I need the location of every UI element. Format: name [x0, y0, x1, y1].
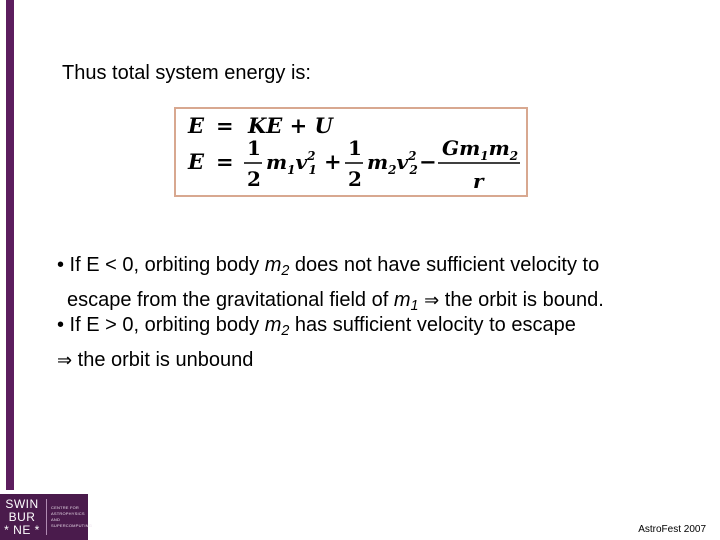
- fraction-half-1: [244, 136, 262, 191]
- slide-left-accent-bar: [6, 0, 14, 490]
- eq1-lhs: E: [188, 113, 205, 138]
- plus-sign: +: [324, 149, 342, 174]
- logo-wordmark: SWIN BUR * NE *: [4, 496, 40, 537]
- swinburne-logo: [0, 494, 93, 540]
- minus-sign: −: [419, 149, 437, 174]
- equation-svg: [176, 109, 530, 199]
- bullet1-m2: $m_2$: [264, 254, 290, 280]
- svg-text:1: 1: [247, 136, 261, 160]
- eq2-lhs: E: [188, 149, 205, 174]
- implies-symbol: ⇒: [57, 350, 73, 372]
- bullet2-text-c: the orbit is unbound: [72, 349, 254, 372]
- eq1-equals: =: [216, 113, 234, 138]
- svg-text:2: 2: [247, 167, 261, 191]
- term-m2v2sq: $m_2v^2$ 2: [367, 149, 418, 177]
- svg-text:r: r: [473, 169, 484, 193]
- svg-text:Gm1m2: $Gm_1m_2$: [442, 136, 519, 163]
- logo-divider: [46, 499, 47, 535]
- term-m1v1sq: $m_1v^2$ 1: [266, 149, 317, 177]
- fraction-gm1m2-over-r: [438, 136, 520, 193]
- bullet1-m1: $m_1$: [393, 289, 419, 315]
- bullet1-text-a: • If E < 0, orbiting body: [57, 254, 265, 276]
- bullet1-text-b: does not have sufficient velocity to: [289, 254, 600, 276]
- svg-text:2: 2: [348, 167, 362, 191]
- bullet1-text-d: the orbit is bound.: [439, 289, 604, 312]
- slide-heading: Thus total system energy is:: [62, 62, 311, 84]
- bullet2-text-a: • If E > 0, orbiting body: [57, 314, 265, 336]
- bullet2-m2: $m_2$: [264, 314, 290, 340]
- eq2-equals: =: [216, 149, 234, 174]
- implies-symbol: ⇒: [424, 290, 440, 312]
- eq1-rhs: KE + U: [248, 113, 333, 138]
- svg-text:1: 1: [348, 136, 362, 160]
- footer-credit: AstroFest 2007: [638, 524, 706, 535]
- equation-box: [174, 107, 528, 197]
- bullet-unbound: [57, 311, 697, 375]
- bullet1-text-c: escape from the gravitational field of: [67, 289, 394, 312]
- fraction-half-2: [345, 136, 363, 191]
- logo-subtitle: CENTRE FOR ASTROPHYSICS AND SUPERCOMPUTING: [51, 505, 93, 528]
- bullet2-text-b: has sufficient velocity to escape: [289, 314, 576, 336]
